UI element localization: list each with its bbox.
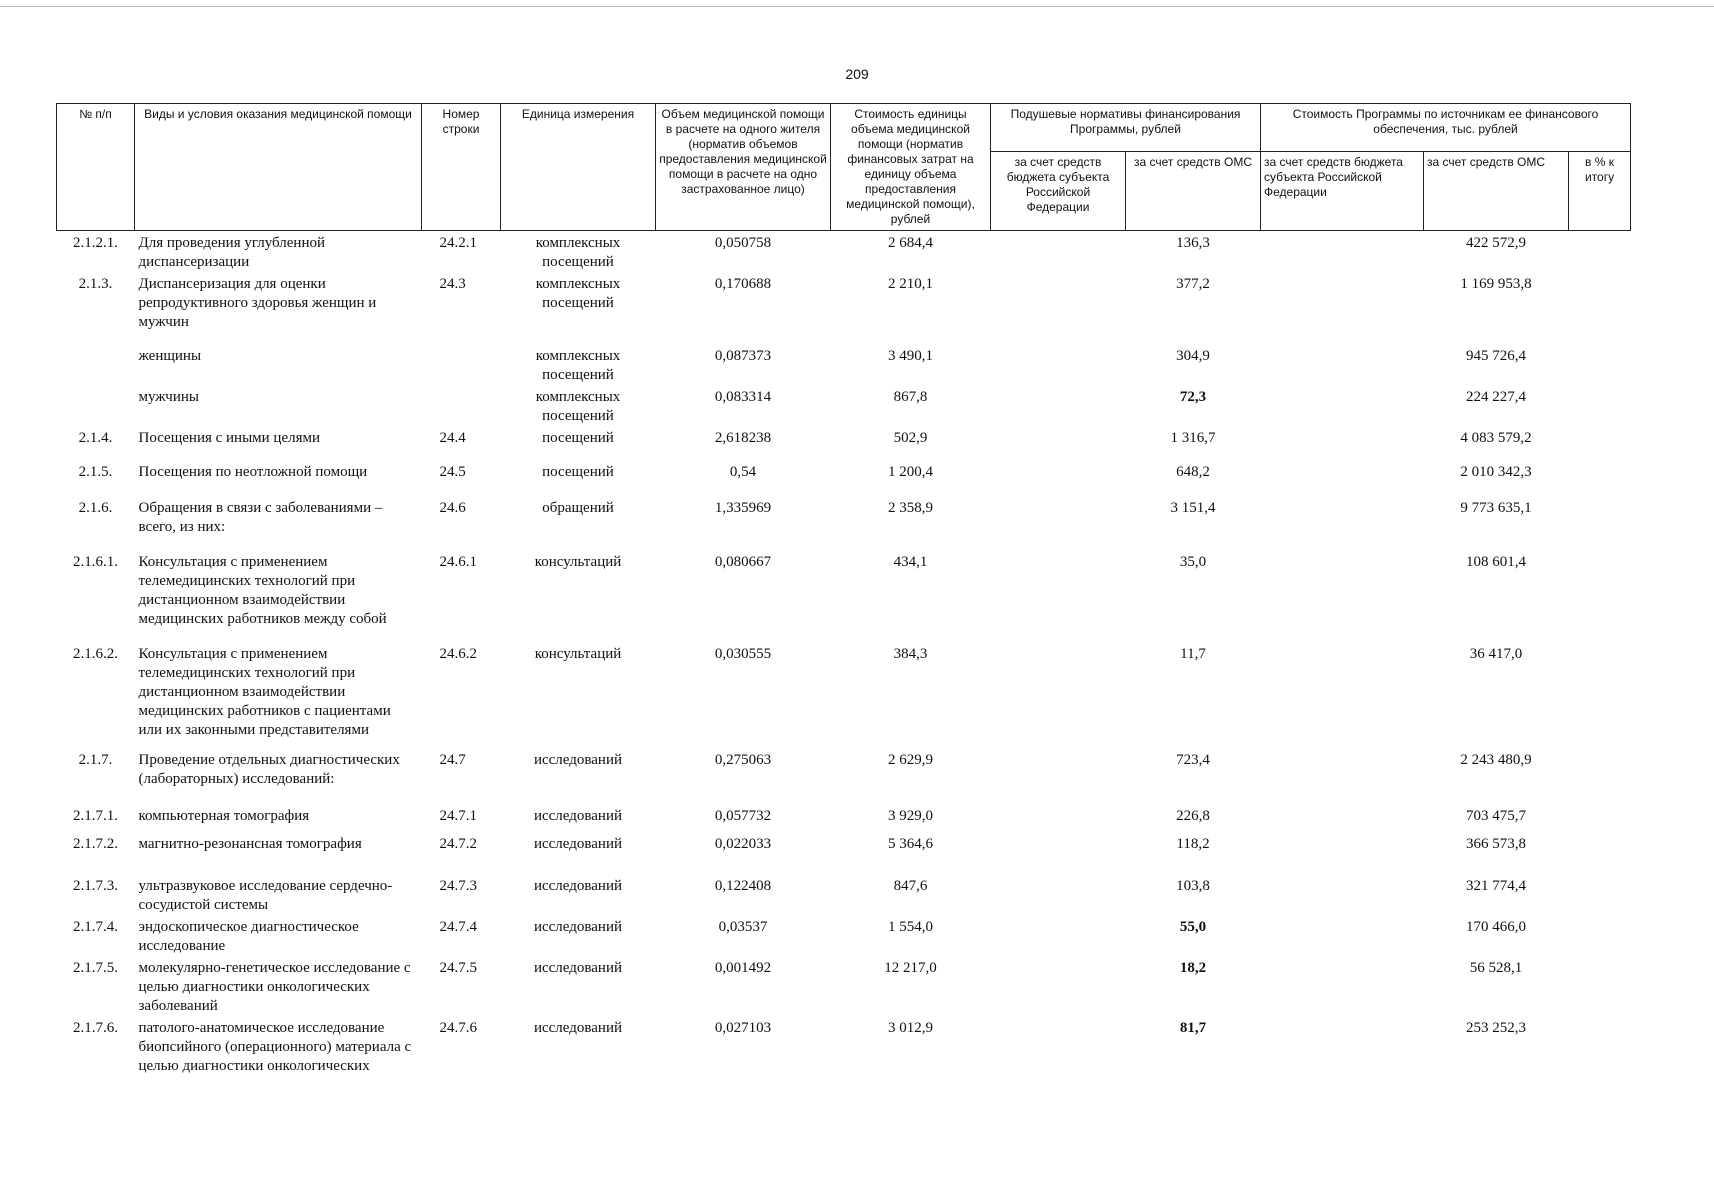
row-volume: 0,027103 (714, 1020, 772, 1036)
row-per-capita-oms: 377,2 (1176, 276, 1210, 292)
program-cost-table (56, 103, 1631, 1086)
row-per-capita-oms: 35,0 (1179, 554, 1207, 570)
row-per-capita-budget (991, 956, 1126, 1016)
row-program-percent (1569, 874, 1631, 915)
row-number: 2.1.7.2. (73, 836, 118, 852)
row-program-percent (1569, 804, 1631, 832)
row-unit-cost: 434,1 (893, 554, 928, 570)
row-program-percent (1569, 832, 1631, 874)
row-unit-cost: 867,8 (893, 389, 928, 405)
row-unit: исследований (533, 919, 623, 935)
row-program-budget (1261, 550, 1424, 642)
row-volume: 0,080667 (714, 554, 772, 570)
row-per-capita-budget (991, 550, 1126, 642)
row-number (57, 344, 135, 385)
row-volume: 0,087373 (714, 348, 772, 364)
row-unit: комплексных посещений (535, 348, 621, 383)
row-program-budget (1261, 272, 1424, 344)
row-program-budget (1261, 915, 1424, 956)
row-line-number (422, 344, 501, 385)
row-program-oms: 170 466,0 (1466, 919, 1526, 935)
table-row (57, 272, 1631, 344)
row-program-percent (1569, 550, 1631, 642)
row-program-budget (1261, 344, 1424, 385)
row-per-capita-oms: 3 151,4 (1170, 500, 1216, 516)
row-volume: 0,001492 (714, 960, 772, 976)
table-row (57, 915, 1631, 956)
row-per-capita-budget (991, 496, 1126, 550)
row-program-oms: 36 417,0 (1469, 646, 1523, 662)
row-unit-cost: 2 684,4 (888, 235, 933, 251)
table-row (57, 874, 1631, 915)
row-name: компьютерная томография (138, 808, 310, 824)
row-name: Проведение отдельных диагностических (лабораторных) исследований: (138, 752, 400, 787)
row-per-capita-budget (991, 915, 1126, 956)
row-unit: комплексных посещений (535, 389, 621, 424)
row-line-number: 24.3 (439, 276, 466, 292)
row-name: патолого-анатомическое исследование биопсийного (операционного) материала с целью диагностики онкологических (138, 1020, 412, 1074)
table-row (57, 956, 1631, 1016)
row-unit-cost: 1 554,0 (888, 919, 933, 935)
row-per-capita-oms: 72,3 (1179, 389, 1207, 405)
row-per-capita-budget (991, 874, 1126, 915)
row-program-percent (1569, 272, 1631, 344)
row-per-capita-oms: 1 316,7 (1170, 430, 1216, 446)
row-volume: 0,057732 (714, 808, 772, 824)
row-unit: посещений (542, 430, 614, 446)
table-row (57, 748, 1631, 804)
row-line-number: 24.6 (439, 500, 466, 516)
row-unit: исследований (533, 752, 623, 768)
row-program-oms: 703 475,7 (1466, 808, 1526, 824)
header-per-capita: Подушевые нормативы финансирования Программы, рублей (991, 104, 1261, 152)
header-per-capita-budget: за счет средств бюджета субъекта Российской Федерации (991, 152, 1126, 231)
row-line-number: 24.7 (439, 752, 466, 768)
row-per-capita-oms: 103,8 (1176, 878, 1210, 894)
row-line-number: 24.6.1 (439, 554, 477, 570)
row-line-number (422, 385, 501, 426)
row-per-capita-budget (991, 1016, 1126, 1086)
row-program-oms: 366 573,8 (1466, 836, 1526, 852)
row-program-oms: 422 572,9 (1466, 235, 1526, 251)
row-volume: 0,03537 (718, 919, 768, 935)
row-per-capita-oms: 723,4 (1176, 752, 1210, 768)
row-number: 2.1.4. (78, 430, 113, 446)
row-program-oms: 108 601,4 (1466, 554, 1526, 570)
row-per-capita-oms: 648,2 (1176, 464, 1210, 480)
header-program-oms: за счет средств ОМС (1424, 152, 1569, 231)
header-num: № п/п (57, 104, 135, 231)
row-number: 2.1.7.4. (73, 919, 118, 935)
row-program-percent (1569, 748, 1631, 804)
row-program-oms: 253 252,3 (1466, 1020, 1526, 1036)
scan-edge (0, 0, 1714, 7)
row-program-oms: 945 726,4 (1466, 348, 1526, 364)
row-unit-cost: 1 200,4 (888, 464, 933, 480)
header-volume: Объем медицинской помощи в расчете на одного жителя (норматив объемов предоставления медицинской помощи в расчете на одно застрахованное лицо) (656, 104, 831, 231)
row-program-budget (1261, 496, 1424, 550)
row-volume: 0,030555 (714, 646, 772, 662)
row-name: ультразвуковое исследование сердечно-сосудистой системы (138, 878, 393, 913)
row-name: мужчины (138, 389, 199, 405)
row-unit-cost: 2 358,9 (888, 500, 933, 516)
row-program-budget (1261, 832, 1424, 874)
row-number: 2.1.6.1. (73, 554, 118, 570)
row-per-capita-budget (991, 642, 1126, 748)
row-unit-cost: 3 929,0 (888, 808, 933, 824)
row-name: магнитно-резонансная томография (138, 836, 362, 852)
row-per-capita-budget (991, 426, 1126, 460)
row-unit: исследований (533, 878, 623, 894)
row-name: Обращения в связи с заболеваниями – всего, из них: (138, 500, 383, 535)
row-per-capita-budget (991, 231, 1126, 273)
table-row (57, 550, 1631, 642)
row-program-oms: 1 169 953,8 (1460, 276, 1532, 292)
row-volume: 0,022033 (714, 836, 772, 852)
row-number: 2.1.2.1. (73, 235, 118, 251)
row-name: эндоскопическое диагностическое исследование (138, 919, 359, 954)
row-number: 2.1.6.2. (73, 646, 118, 662)
row-per-capita-budget (991, 460, 1126, 496)
row-per-capita-oms: 81,7 (1179, 1020, 1207, 1036)
header-kind: Виды и условия оказания медицинской помощи (135, 104, 422, 231)
row-name: Консультация с применением телемедицинских технологий при дистанционном взаимодействии медицинских работников с пациентами или их законными представителями (138, 646, 391, 738)
row-unit-cost: 2 629,9 (888, 752, 933, 768)
row-number (57, 385, 135, 426)
row-line-number: 24.7.2 (439, 836, 477, 852)
table-row (57, 344, 1631, 385)
row-program-oms: 2 010 342,3 (1460, 464, 1532, 480)
row-line-number: 24.6.2 (439, 646, 477, 662)
row-line-number: 24.4 (439, 430, 466, 446)
row-name: Для проведения углубленной диспансеризации (138, 235, 326, 270)
row-line-number: 24.7.1 (439, 808, 477, 824)
row-unit-cost: 384,3 (893, 646, 928, 662)
row-unit-cost: 3 490,1 (888, 348, 933, 364)
header-program-budget: за счет средств бюджета субъекта Российской Федерации (1261, 152, 1424, 231)
row-line-number: 24.5 (439, 464, 466, 480)
row-program-oms: 224 227,4 (1466, 389, 1526, 405)
row-program-budget (1261, 956, 1424, 1016)
row-number: 2.1.7.5. (73, 960, 118, 976)
row-unit: исследований (533, 960, 623, 976)
row-name: женщины (138, 348, 202, 364)
table-row (57, 231, 1631, 273)
row-program-budget (1261, 874, 1424, 915)
row-line-number: 24.7.6 (439, 1020, 477, 1036)
row-name: Диспансеризация для оценки репродуктивного здоровья женщин и мужчин (138, 276, 377, 330)
row-volume: 0,050758 (714, 235, 772, 251)
table-row (57, 460, 1631, 496)
row-program-percent (1569, 915, 1631, 956)
row-program-budget (1261, 642, 1424, 748)
row-program-budget (1261, 1016, 1424, 1086)
row-program-budget (1261, 385, 1424, 426)
row-name: молекулярно-генетическое исследование с целью диагностики онкологических заболеваний (138, 960, 411, 1014)
row-per-capita-budget (991, 832, 1126, 874)
table-row (57, 385, 1631, 426)
row-per-capita-budget (991, 804, 1126, 832)
row-unit: консультаций (534, 646, 622, 662)
row-program-oms: 321 774,4 (1466, 878, 1526, 894)
row-program-oms: 9 773 635,1 (1460, 500, 1532, 516)
table-row (57, 642, 1631, 748)
row-per-capita-oms: 11,7 (1180, 646, 1206, 662)
row-unit-cost: 12 217,0 (884, 960, 937, 976)
row-name: Консультация с применением телемедицинских технологий при дистанционном взаимодействии медицинских работников между собой (138, 554, 387, 627)
row-line-number: 24.7.3 (439, 878, 477, 894)
row-program-percent (1569, 956, 1631, 1016)
row-program-budget (1261, 804, 1424, 832)
row-volume: 0,275063 (714, 752, 772, 768)
row-line-number: 24.7.5 (439, 960, 477, 976)
row-number: 2.1.3. (78, 276, 113, 292)
row-per-capita-oms: 118,2 (1176, 836, 1210, 852)
header-per-capita-oms: за счет средств ОМС (1126, 152, 1261, 231)
row-program-percent (1569, 642, 1631, 748)
row-program-budget (1261, 426, 1424, 460)
row-per-capita-budget (991, 344, 1126, 385)
row-program-percent (1569, 231, 1631, 273)
row-program-budget (1261, 460, 1424, 496)
row-unit: исследований (533, 808, 623, 824)
header-unit: Единица измерения (501, 104, 656, 231)
row-volume: 0,170688 (714, 276, 772, 292)
row-program-percent (1569, 344, 1631, 385)
row-unit: консультаций (534, 554, 622, 570)
row-unit: комплексных посещений (535, 235, 621, 270)
row-program-percent (1569, 496, 1631, 550)
row-program-oms: 4 083 579,2 (1460, 430, 1532, 446)
row-number: 2.1.7.3. (73, 878, 118, 894)
row-program-oms: 2 243 480,9 (1460, 752, 1532, 768)
page-number: 209 (845, 66, 869, 82)
row-per-capita-budget (991, 385, 1126, 426)
header-line: Номер строки (422, 104, 501, 231)
row-per-capita-oms: 226,8 (1176, 808, 1210, 824)
row-number: 2.1.6. (78, 500, 113, 516)
row-unit-cost: 2 210,1 (888, 276, 933, 292)
row-volume: 0,122408 (714, 878, 772, 894)
row-per-capita-budget (991, 748, 1126, 804)
header-program-cost: Стоимость Программы по источникам ее финансового обеспечения, тыс. рублей (1261, 104, 1631, 152)
row-per-capita-budget (991, 272, 1126, 344)
table-row (57, 1016, 1631, 1086)
row-line-number: 24.7.4 (439, 919, 477, 935)
row-number: 2.1.5. (78, 464, 113, 480)
row-volume: 0,083314 (714, 389, 772, 405)
row-volume: 0,54 (729, 464, 757, 480)
header-program-percent: в % к итогу (1569, 152, 1631, 231)
row-unit: посещений (542, 464, 614, 480)
row-program-budget (1261, 748, 1424, 804)
row-volume: 2,618238 (714, 430, 772, 446)
table-row (57, 426, 1631, 460)
row-unit-cost: 847,6 (893, 878, 928, 894)
header-cost: Стоимость единицы объема медицинской помощи (норматив финансовых затрат на единицу объема предоставления медицинской помощи), рублей (831, 104, 991, 231)
row-unit-cost: 3 012,9 (888, 1020, 933, 1036)
row-program-percent (1569, 460, 1631, 496)
row-unit: исследований (533, 1020, 623, 1036)
row-number: 2.1.7. (78, 752, 113, 768)
row-name: Посещения с иными целями (138, 430, 321, 446)
row-unit: обращений (542, 500, 614, 516)
table-header (57, 104, 1631, 231)
row-program-budget (1261, 231, 1424, 273)
table-row (57, 496, 1631, 550)
row-unit: комплексных посещений (535, 276, 621, 311)
row-unit-cost: 5 364,6 (888, 836, 933, 852)
row-per-capita-oms: 55,0 (1179, 919, 1207, 935)
row-volume: 1,335969 (714, 500, 772, 516)
row-program-percent (1569, 385, 1631, 426)
table-row (57, 804, 1631, 832)
table-body (57, 231, 1631, 1087)
row-program-oms: 56 528,1 (1469, 960, 1523, 976)
row-line-number: 24.2.1 (439, 235, 477, 251)
row-program-percent (1569, 426, 1631, 460)
row-per-capita-oms: 18,2 (1179, 960, 1207, 976)
row-per-capita-oms: 136,3 (1176, 235, 1210, 251)
row-number: 2.1.7.1. (73, 808, 118, 824)
row-unit: исследований (533, 836, 623, 852)
row-name: Посещения по неотложной помощи (138, 464, 368, 480)
row-per-capita-oms: 304,9 (1176, 348, 1210, 364)
row-unit-cost: 502,9 (893, 430, 928, 446)
row-program-percent (1569, 1016, 1631, 1086)
table-row (57, 832, 1631, 874)
row-number: 2.1.7.6. (73, 1020, 118, 1036)
